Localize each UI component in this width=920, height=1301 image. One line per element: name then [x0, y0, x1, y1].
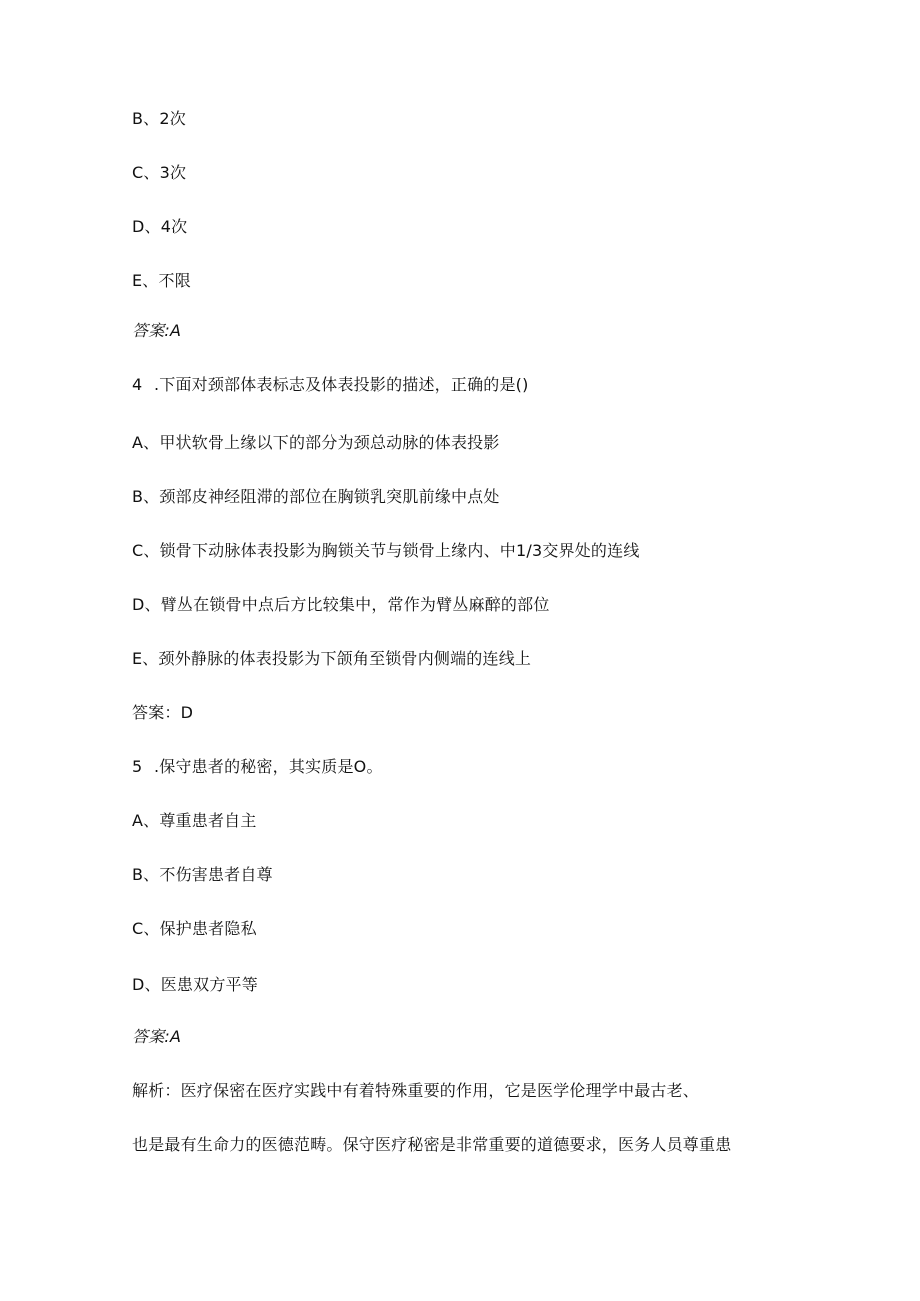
- q5-answer: 答案:A: [132, 1027, 182, 1046]
- q5-stem: .保守患者的秘密，其实质是O。: [154, 757, 383, 776]
- q5-number: 5: [132, 757, 143, 776]
- q4-option-b: B、颈部皮神经阻滞的部位在胸锁乳突肌前缘中点处: [132, 487, 500, 506]
- q4-number: 4: [132, 375, 143, 394]
- q5-option-b: B、不伤害患者自尊: [132, 865, 273, 884]
- q4-option-d: D、臂丛在锁骨中点后方比较集中，常作为臂丛麻醉的部位: [132, 595, 550, 614]
- q4-answer: 答案：D: [132, 703, 194, 722]
- q5-option-d: D、医患双方平等: [132, 975, 258, 994]
- q3-option-c: C、3次: [132, 163, 187, 182]
- q4-stem: .下面对颈部体表标志及体表投影的描述，正确的是(): [154, 375, 529, 394]
- q5-analysis-line-1: 解析：医疗保密在医疗实践中有着特殊重要的作用，它是医学伦理学中最古老、: [132, 1081, 700, 1100]
- q4-option-a: A、甲状软骨上缘以下的部分为颈总动脉的体表投影: [132, 433, 500, 452]
- q5-option-c: C、保护患者隐私: [132, 919, 257, 938]
- q5-analysis-line-2: 也是最有生命力的医德范畴。保守医疗秘密是非常重要的道德要求，医务人员尊重患: [132, 1135, 732, 1154]
- q4-option-c: C、锁骨下动脉体表投影为胸锁关节与锁骨上缘内、中1/3交界处的连线: [132, 541, 640, 560]
- q4-option-e: E、颈外静脉的体表投影为下颌角至锁骨内侧端的连线上: [132, 649, 532, 668]
- q3-option-b: B、2次: [132, 109, 186, 128]
- q5-option-a: A、尊重患者自主: [132, 811, 257, 830]
- q3-answer: 答案:A: [132, 321, 182, 340]
- q4-question: [132, 374, 529, 396]
- q3-option-d: D、4次: [132, 217, 188, 236]
- q5-question: [132, 756, 383, 778]
- q3-option-e: E、不限: [132, 271, 191, 290]
